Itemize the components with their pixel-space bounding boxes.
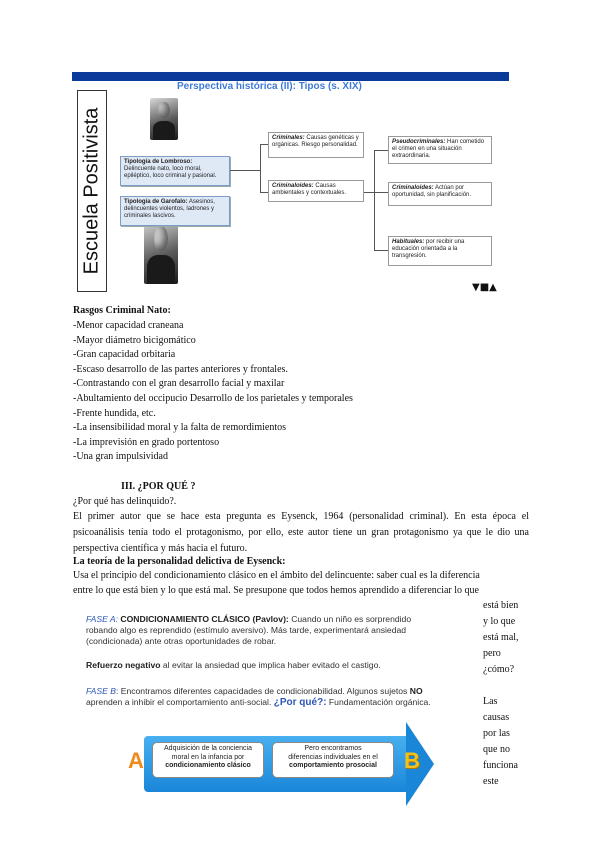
fase-b-no: NO	[409, 686, 423, 696]
fase-b-label: FASE B	[86, 686, 116, 696]
lombroso-title: Tipología de Lombroso:	[124, 159, 193, 165]
portrait-lombroso	[150, 98, 178, 140]
habituales-title: Habituales:	[392, 239, 425, 245]
theory-subheading: La teoría de la personalidad delictiva de Eysenck:	[73, 556, 286, 567]
slide-top-bar	[72, 72, 509, 81]
connector	[260, 144, 261, 192]
list-item: -La insensibilidad moral y la falta de remordimientos	[73, 422, 286, 434]
habituales-box	[388, 236, 492, 266]
fase-a-title: CONDICIONAMIENTO CLÁSICO	[120, 614, 251, 624]
criminales-box	[268, 132, 364, 158]
criminaloides-text: Causas ambientales y contextuales.	[272, 183, 347, 196]
criminaloides-right-box	[388, 182, 492, 206]
section-paragraph: El primer autor que se hace esta pregunta es Eysenck, 1964 (personalidad criminal). En esta época el psicoanálisis tenía todo el protagonismo, por ello, este autor tiene un gran protagonismo ya que le dio una perspectiva científica y más hacia el futuro.	[73, 511, 529, 554]
connector	[260, 144, 268, 145]
fase-a-author: (Pavlov):	[252, 614, 289, 624]
side-word: pero	[483, 648, 501, 659]
connector	[374, 150, 375, 250]
fase-a-text-1: Cuando un niño es sorprendido	[291, 614, 412, 624]
box2-line-2: diferencias individuales en el	[288, 753, 378, 761]
vertical-label-box	[77, 90, 107, 292]
section-question: ¿Por qué has delinquido?.	[73, 496, 177, 507]
fase-a-label: FASE A:	[86, 614, 118, 624]
fase-b-text-1: : Encontramos diferentes capacidades de condicionabilidad. Algunos sujetos	[115, 686, 408, 696]
rasgos-list	[73, 319, 353, 465]
fase-b-block	[86, 686, 478, 708]
side-word: está bien	[483, 600, 519, 611]
slide-eysenck-conditioning	[72, 604, 480, 810]
list-item: -Gran capacidad orbitaria	[73, 349, 176, 361]
theory-line-1: Usa el principio del condicionamiento clásico en el ámbito del delincuente: saber cual es la diferencia	[73, 570, 480, 581]
side-word: ¿cómo?	[483, 664, 515, 675]
side-column	[483, 598, 529, 790]
connector	[364, 192, 374, 193]
criminaloides2-text: Actúan por oportunidad, sin planificación.	[392, 185, 472, 198]
list-item: -Contrastando con el gran desarrollo facial y maxilar	[73, 378, 285, 390]
refuerzo-text: al evitar la ansiedad que implica haber evitado el castigo.	[162, 660, 381, 670]
refuerzo-bold: Refuerzo negativo	[86, 660, 161, 670]
stage-b-box	[272, 742, 394, 778]
slide-positivist-school	[72, 72, 509, 296]
garofalo-text: Asesinos, delincuentes violentos, ladrones y criminales lascivos.	[124, 199, 215, 219]
theory-line-2: entre lo que está bien y lo que está mal. Se presupone que todos hemos aprendido a diferenciar lo que	[73, 585, 479, 596]
box1-line-1: Adquisición de la conciencia	[164, 745, 252, 752]
side-word: que no	[483, 744, 510, 755]
connector	[230, 170, 260, 171]
university-logo: ▼■▲	[472, 282, 497, 293]
section-heading: III. ¿POR QUÉ ?	[121, 481, 196, 492]
criminales-title: Criminales:	[272, 135, 305, 141]
list-item: -Una gran impulsividad	[73, 451, 168, 463]
rasgos-heading: Rasgos Criminal Nato:	[73, 305, 171, 316]
fase-b-text-3: Fundamentación orgánica.	[328, 697, 431, 707]
portrait-garofalo	[144, 220, 178, 284]
fase-a-text-2: robando algo es reprendido (estímulo aversivo). Más tarde, experimentará ansiedad	[86, 625, 407, 635]
criminaloides2-title: Criminaloides:	[392, 185, 434, 191]
side-word: por las	[483, 728, 510, 739]
side-word: causas	[483, 712, 510, 723]
refuerzo-block	[86, 660, 478, 671]
list-item: -La imprevisión en grado portentoso	[73, 436, 220, 448]
box2-bold: comportamiento prosocial	[289, 762, 377, 769]
fase-a-text-3: (condicionada) ante otras oportunidades de robar.	[86, 636, 277, 646]
habituales-text: por recibir una educación orientada a la transgresión.	[392, 239, 465, 259]
lombroso-box	[120, 156, 230, 186]
connector	[374, 192, 388, 193]
fase-a-block	[86, 614, 478, 647]
side-word: este	[483, 776, 499, 787]
pseudo-title: Pseudocriminales:	[392, 139, 446, 145]
glyph-a-icon: A	[128, 748, 144, 773]
fase-b-text-2: aprenden a inhibir el comportamiento anti-social.	[86, 697, 272, 707]
list-item: -Abultamiento del occipucio Desarrollo de los parietales y temporales	[73, 392, 353, 404]
list-item: -Mayor diámetro bicigomático	[73, 334, 196, 346]
side-word	[483, 678, 529, 694]
garofalo-title: Tipología de Garofalo:	[124, 199, 188, 205]
stage-a-box	[152, 742, 264, 778]
box1-line-2: moral en la infancia por	[171, 753, 245, 761]
list-item: -Frente hundida, etc.	[73, 407, 156, 419]
slide-title: Perspectiva histórica (II): Tipos (s. XIX)	[177, 81, 362, 92]
side-word: Las	[483, 696, 498, 707]
side-word: está mal,	[483, 632, 519, 643]
pseudo-text: Han cometido el crimen en una situación extraordinaria.	[392, 139, 485, 159]
connector	[374, 150, 388, 151]
side-word: y lo que	[483, 616, 516, 627]
connector	[260, 192, 268, 193]
glyph-b-icon: B	[404, 748, 420, 773]
lombroso-text: Delincuente nato, loco moral, epiléptico, loco criminal y pasional.	[124, 166, 217, 179]
side-word: funciona	[483, 760, 518, 771]
pseudocriminales-box	[388, 136, 492, 164]
box1-bold: condicionamiento clásico	[165, 762, 251, 769]
box2-line-1: Pero encontramos	[304, 745, 362, 752]
fase-b-porque: ¿Por qué?:	[273, 697, 327, 708]
list-item: -Menor capacidad craneana	[73, 320, 184, 331]
criminales-text: Causas genéticas y orgánicas. Riesgo personalidad.	[272, 135, 359, 148]
list-item: -Escaso desarrollo de las partes anteriores y frontales.	[73, 363, 288, 375]
connector	[374, 250, 388, 251]
vertical-label: Escuela Positivista	[80, 107, 103, 275]
garofalo-box	[120, 196, 230, 226]
criminaloides-title: Criminaloides:	[272, 183, 314, 189]
criminaloides-box	[268, 180, 364, 202]
